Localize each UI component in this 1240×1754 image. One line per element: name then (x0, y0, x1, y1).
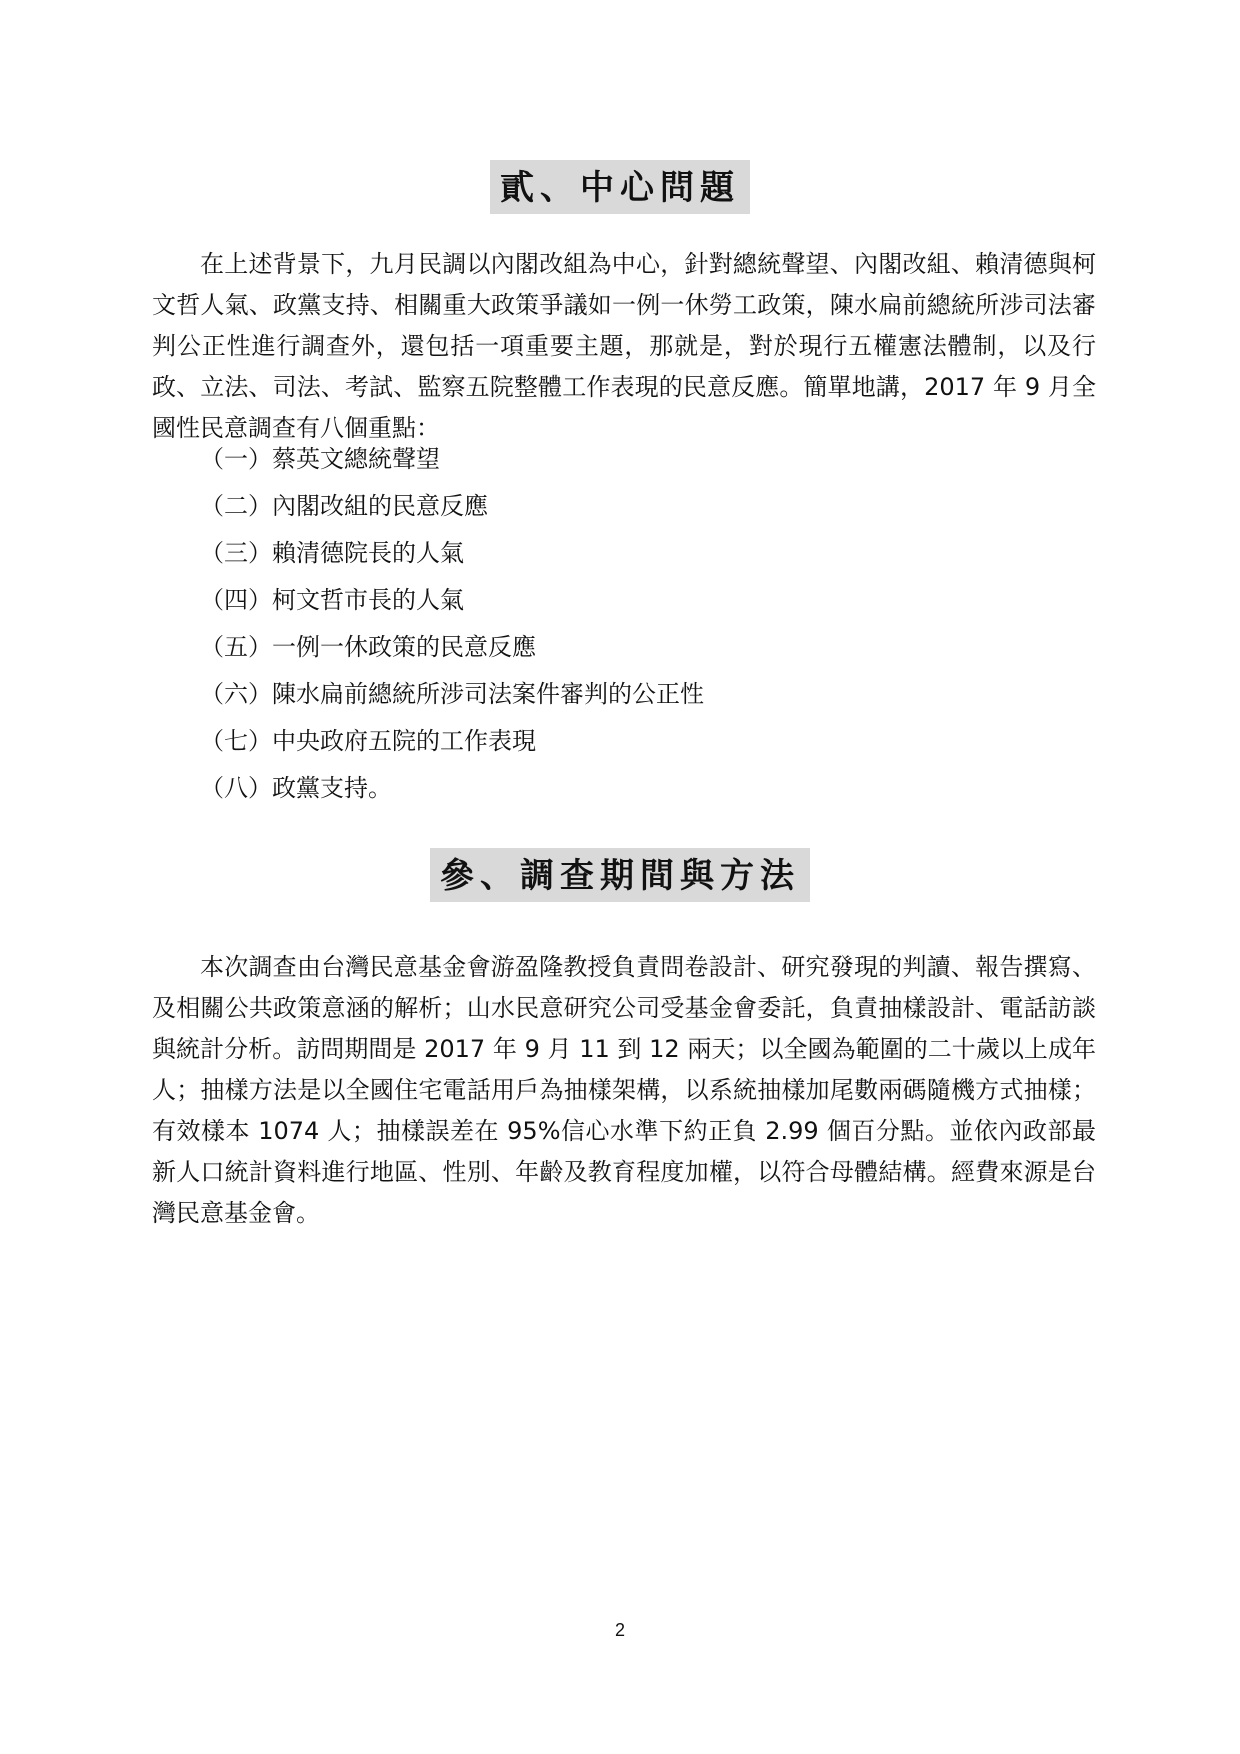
background-paragraph: 在上述背景下，九月民調以內閣改組為中心，針對總統聲望、內閣改組、賴清德與柯文哲人氣、政黨支持、相關重大政策爭議如一例一休勞工政策，陳水扁前總統所涉司法審判公正性進行調查外，還包括一項重要主題，那就是，對於現行五權憲法體制，以及行政、立法、司法、考試、監察五院整體工作表現的民意反應。簡單地講，2017 年 9 月全國性民意調查有八個重點： (152, 250, 1096, 442)
section-heading-survey-method (0, 848, 1240, 902)
page-number: 2 (614, 1620, 625, 1640)
list-item: （八）政黨支持。 (200, 774, 392, 802)
section-heading-central-issues (0, 160, 1240, 214)
section-title: 貳、中心問題 (490, 160, 750, 214)
section-title: 參、調查期間與方法 (430, 848, 810, 902)
list-item: （七）中央政府五院的工作表現 (200, 727, 536, 755)
methodology-paragraph: 本次調查由台灣民意基金會游盈隆教授負責問卷設計、研究發現的判讀、報告撰寫、及相關公共政策意涵的解析；山水民意研究公司受基金會委託，負責抽樣設計、電話訪談與統計分析。訪問期間是 2017 年 9 月 11 到 12 兩天；以全國為範圍的二十歲以上成年人；抽樣方法是以全國住宅電話用戶為抽樣架構，以系統抽樣加尾數兩碼隨機方式抽樣；有效樣本 1074 人；抽樣誤差在 95%信心水準下約正負 2.99 個百分點。並依內政部最新人口統計資料進行地區、性別、年齡及教育程度加權，以符合母體結構。經費來源是台灣民意基金會。 (152, 953, 1096, 1227)
list-item: （四）柯文哲市長的人氣 (200, 586, 464, 614)
list-item: （一）蔡英文總統聲望 (200, 445, 440, 473)
list-item: （五）一例一休政策的民意反應 (200, 633, 536, 661)
list-item: （三）賴清德院長的人氣 (200, 539, 464, 567)
list-item: （二）內閣改組的民意反應 (200, 492, 488, 520)
key-points-list (200, 436, 704, 812)
list-item: （六）陳水扁前總統所涉司法案件審判的公正性 (200, 680, 704, 708)
